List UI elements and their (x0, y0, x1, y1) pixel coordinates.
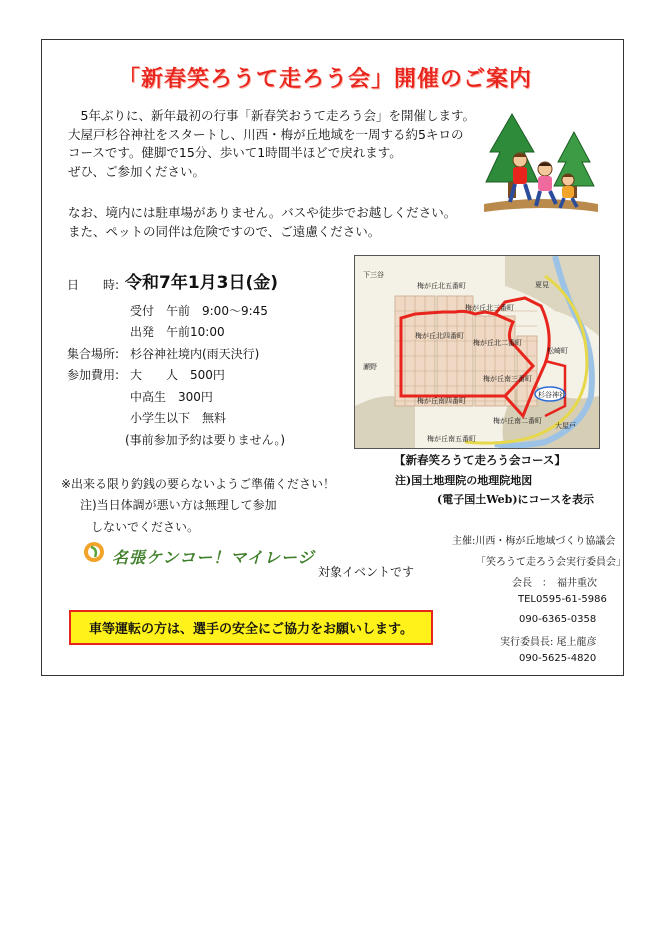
chair-mobile: 090-6365-0358 (519, 614, 597, 625)
intro-paragraph (68, 107, 475, 181)
map-label: 梅が丘北三番町 (465, 304, 514, 312)
runners-illustration (482, 112, 600, 220)
fee-label: 参加費用: (67, 368, 120, 382)
fee-student: 中高生 300円 (130, 390, 213, 404)
mileage-logo-text: 名張ケンコー！マイレージ (112, 548, 315, 567)
chair-tel: TEL0595-61-5986 (518, 594, 607, 605)
map-label: 梅が丘南五番町 (427, 435, 476, 443)
venue-label: 集合場所: (67, 347, 120, 361)
course-map (354, 255, 600, 449)
map-label: 松崎町 (547, 347, 568, 355)
page-title: 「新春笑ろうて走ろう会」開催のご案内 (118, 67, 533, 92)
intro-line: ぜひ、ご参加ください。 (68, 163, 206, 179)
map-label: 梅が丘南四番町 (417, 397, 466, 405)
map-label: 瀬野 (363, 363, 377, 371)
health-note-line1: 注)当日体調が悪い方は無理して参加 (80, 498, 277, 512)
health-note-line2: しないでください。 (91, 520, 200, 534)
chair-name: 会長 ： 福井重次 (512, 578, 597, 589)
change-reminder: ※出来る限り釣銭の要らないようご準備ください！ (61, 477, 336, 491)
note-line: なお、境内には駐車場がありません。バスや徒歩でお越しください。 (68, 205, 457, 220)
venue-value: 杉谷神社境内(雨天決行) (130, 347, 260, 361)
vice-chair-name: 実行委員長: 尾上龍彦 (500, 637, 597, 648)
map-caption: 【新春笑ろうて走ろう会コース】 (394, 453, 566, 467)
map-label: 大屋戸 (555, 422, 576, 430)
committee-name: 「笑ろうて走ろう会実行委員会」 (476, 557, 626, 568)
target-event-label: 対象イベントです (318, 565, 415, 579)
map-label: 下三谷 (363, 271, 384, 279)
map-label-shrine: 杉谷神社 (538, 391, 566, 399)
vice-chair-mobile: 090-5625-4820 (519, 653, 597, 664)
map-label: 梅が丘南三番町 (483, 375, 532, 383)
map-source-line1: 注)国土地理院の地理院地図 (395, 474, 533, 487)
fee-note: (事前参加予約は要りません。) (125, 433, 286, 447)
map-label: 梅が丘北五番町 (417, 282, 466, 290)
notes-paragraph (68, 204, 456, 241)
intro-line: 大屋戸杉谷神社をスタートし、川西・梅が丘地域を一周する約5キロの (68, 126, 464, 142)
map-label: 夏見 (535, 281, 549, 289)
host-name: 主催:川西・梅が丘地域づくり協議会 (452, 536, 616, 547)
note-line: また、ペットの同伴は危険ですので、ご遠慮ください。 (68, 223, 381, 239)
date-label: 日 時: (67, 278, 120, 292)
reception-time: 受付 午前 9:00～9:45 (130, 304, 268, 318)
fee-adult: 大 人 500円 (130, 368, 225, 382)
intro-line: 5年ぶりに、新年最初の行事「新春笑おうて走ろう会」を開催します。 (68, 108, 475, 123)
map-label: 梅が丘北二番町 (473, 339, 522, 347)
event-date: 令和7年1月3日(金) (125, 273, 279, 293)
map-label: 梅が丘南二番町 (493, 417, 542, 425)
map-label: 梅が丘北四番町 (415, 332, 464, 340)
intro-line: コースです。健脚で15分、歩いて1時間半ほどで戻れます。 (68, 145, 402, 160)
driver-notice: 車等運転の方は、選手の安全にご協力をお願いします。 (69, 610, 433, 645)
mileage-logo-icon (83, 541, 105, 563)
map-source-line2: (電子国土Web)にコースを表示 (437, 493, 595, 506)
fee-child: 小学生以下 無料 (130, 411, 227, 425)
start-time: 出発 午前10:00 (130, 325, 225, 339)
